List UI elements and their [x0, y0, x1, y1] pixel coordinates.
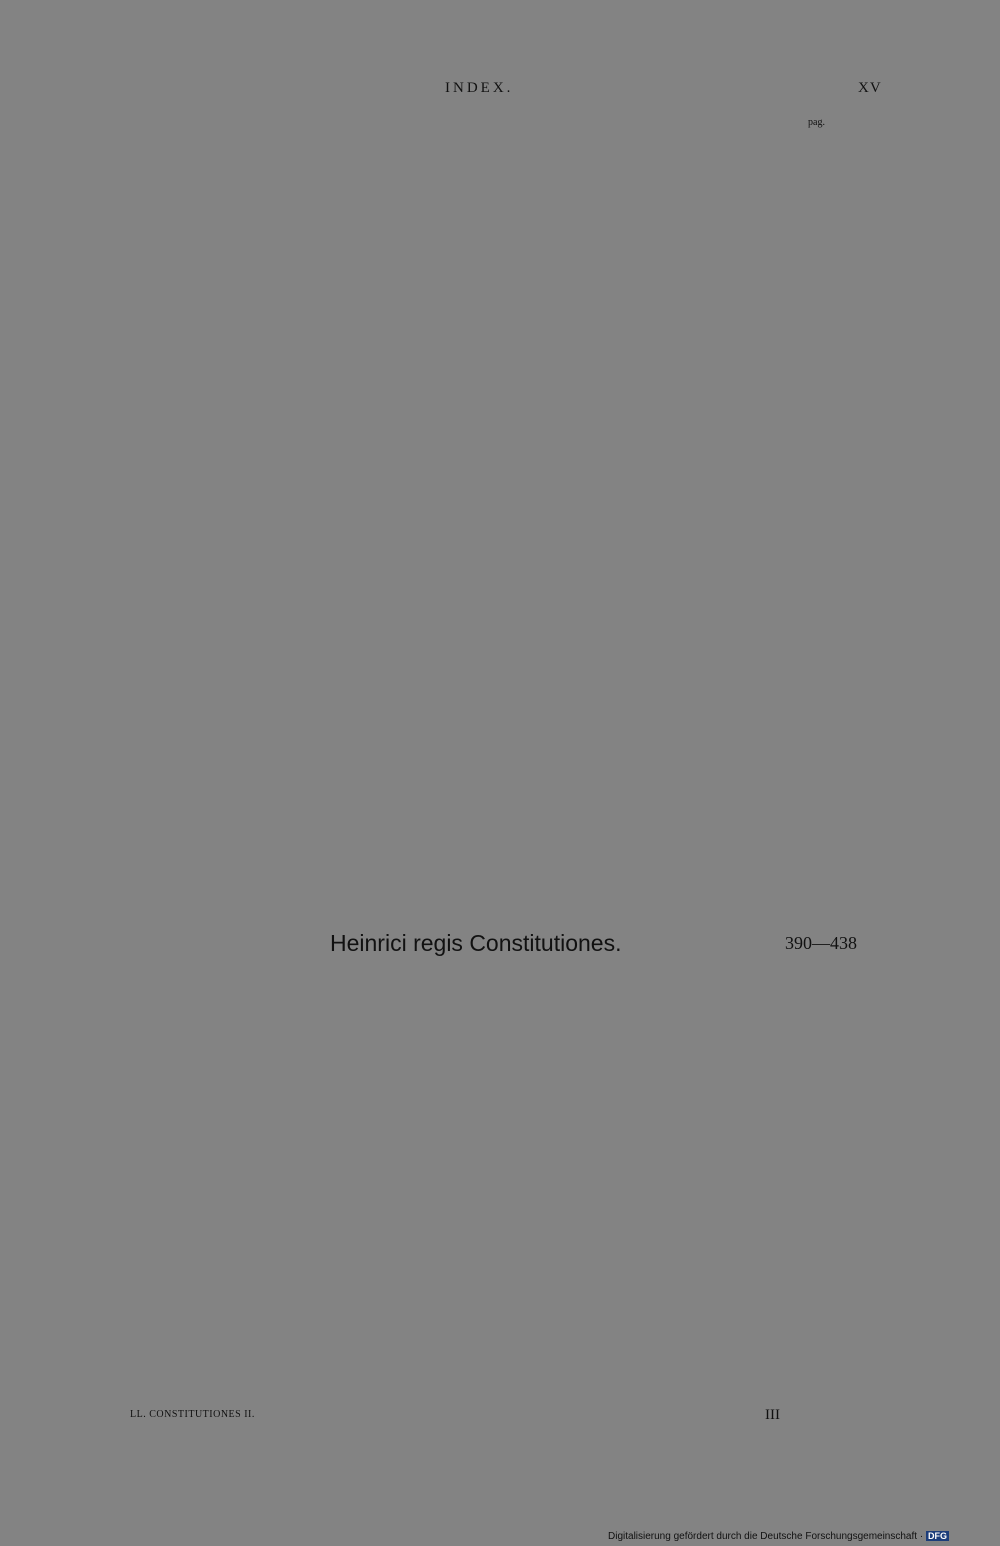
credit-text: Digitalisierung gefördert durch die Deutsche Forschungsgemeinschaft · [608, 1531, 924, 1542]
section-heading: Heinrici regis Constitutiones. [330, 930, 622, 956]
running-header-title: INDEX. [445, 80, 514, 96]
digitization-credit [608, 1531, 993, 1542]
section-page-range: 390—438 [785, 933, 857, 953]
running-header-page-number: XV [858, 80, 882, 96]
pag-label: pag. [808, 117, 825, 128]
dfg-logo: DFG [927, 1531, 947, 1541]
footer-series-title: LL. CONSTITUTIONES II. [130, 1409, 255, 1420]
footer-signature-mark: III [765, 1407, 780, 1423]
